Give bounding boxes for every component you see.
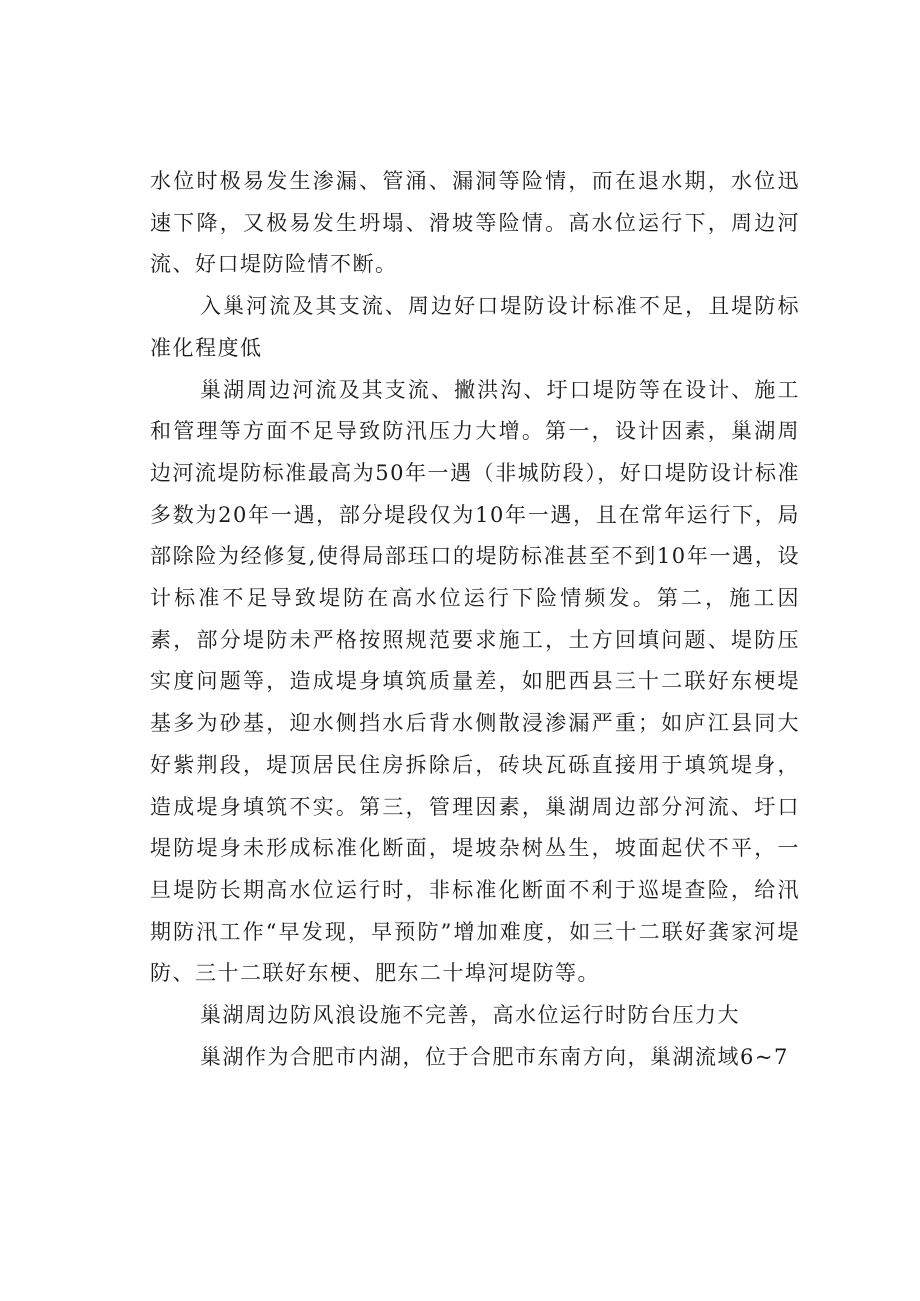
- paragraph-continuation: 水位时极易发生渗漏、管涌、漏洞等险情，而在退水期，水位迅速下降，又极易发生坍塌、滑坡等险情。高水位运行下，周边河流、好口堤防险情不断。: [150, 169, 800, 277]
- section-heading-levee-standard: 入巢河流及其支流、周边好口堤防设计标准不足，且堤防标准化程度低: [150, 294, 800, 360]
- paragraph-chaohu-location: 巢湖作为合肥市内湖，位于合肥市东南方向，巢湖流域6~7: [200, 1044, 789, 1069]
- section-heading-wave-protection: 巢湖周边防风浪设施不完善，高水位运行时防台压力大: [200, 1003, 740, 1028]
- paragraph-levee-issues: 巢湖周边河流及其支流、撇洪沟、圩口堤防等在设计、施工和管理等方面不足导致防汛压力大增。第一，设计因素，巢湖周边河流堤防标准最高为50年一遇（非城防段），好口堤防设计标准多数为20年一遇，部分堤段仅为10年一遇，且在常年运行下，局部除险为经修复,使得局部珏口的堤防标准甚至不到10年一遇，设计标准不足导致堤防在高水位运行下险情频发。第二，施工因素，部分堤防未严格按照规范要求施工，土方回填问题、堤防压实度问题等，造成堤身填筑质量差，如肥西县三十二联好东梗堤基多为砂基，迎水侧挡水后背水侧散浸渗漏严重；如庐江县同大好紫荆段，堤顶居民住房拆除后，砖块瓦砾直接用于填筑堤身，造成堤身填筑不实。第三，管理因素，巢湖周边部分河流、圩口堤防堤身未形成标准化断面，堤坡杂树丛生，坡面起伏不平，一旦堤防长期高水位运行时，非标准化断面不利于巡堤查险，给汛期防汛工作“早发现，早预防”增加难度，如三十二联好龚家河堤防、三十二联好东梗、肥东二十埠河堤防等。: [150, 377, 800, 986]
- document-body: [150, 161, 800, 1078]
